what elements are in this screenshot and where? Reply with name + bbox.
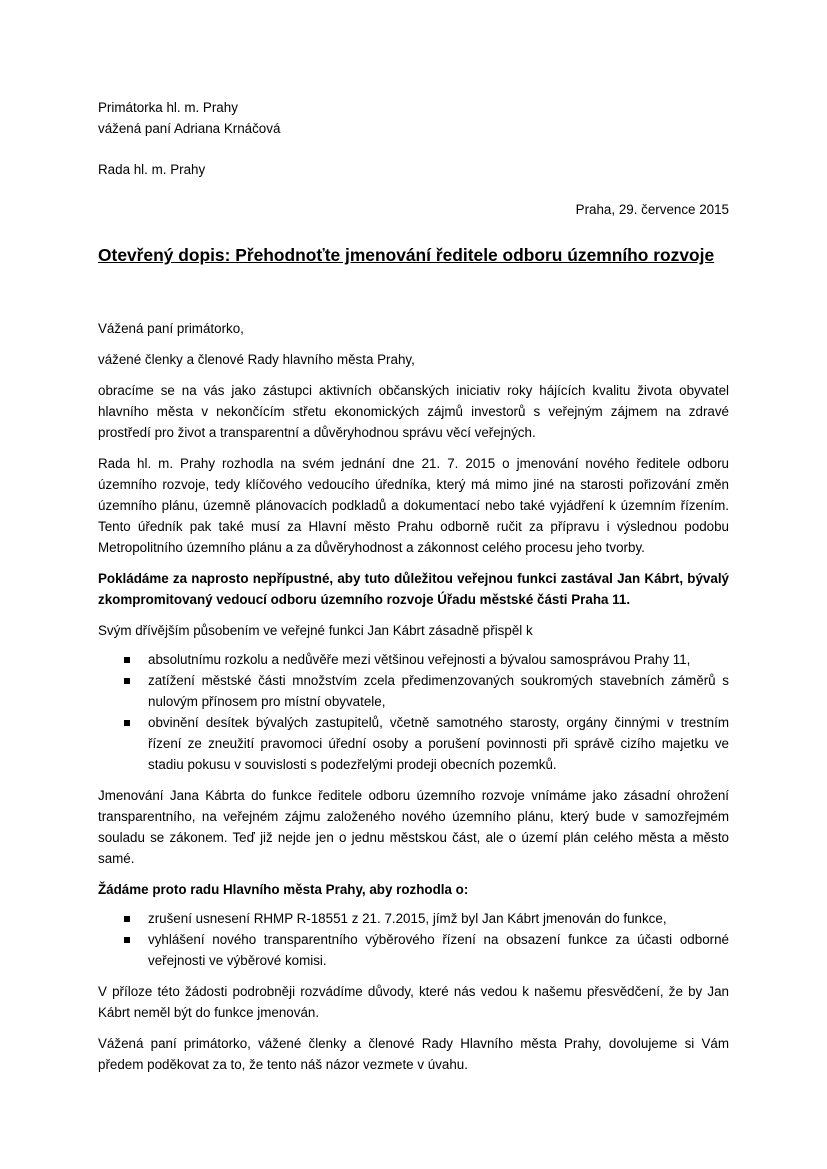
letter-date: Praha, 29. července 2015 — [575, 202, 729, 217]
paragraph-closing: Vážená paní primátorko, vážené členky a členové Rady Hlavního města Prahy, dovolujeme si Vám předem poděkovat za to, že tento náš názor vezmete v úvahu. — [98, 1036, 729, 1072]
recipient-line-1: Primátorka hl. m. Prahy — [98, 100, 238, 115]
paragraph-request-heading: Žádáme proto radu Hlavního města Prahy, aby rozhodla o: — [98, 882, 469, 897]
bullet-icon — [124, 916, 130, 922]
bullet-icon — [124, 678, 130, 684]
list-item — [98, 929, 729, 971]
list-item-text: absolutnímu rozkolu a nedůvěře mezi většinou veřejnosti a bývalou samosprávou Prahy 11, — [148, 652, 691, 667]
requests-list — [98, 908, 729, 971]
bullet-icon — [124, 657, 130, 663]
paragraph-threat: Jmenování Jana Kábrta do funkce ředitele odboru územního rozvoje vnímáme jako zásadní ohrožení transparentního, na veřejném zájmu založeného nového územního plánu, který bude v samozřejmém souladu se zákonem. Teď již nejde jen o jednu městskou část, ale o území plán celého města a město samé. — [98, 788, 729, 866]
paragraph-decision: Rada hl. m. Prahy rozhodla na svém jednání dne 21. 7. 2015 o jmenování nového ředitele odboru územního rozvoje, tedy klíčového vedoucího úředníka, který má mimo jiné na starosti pořizování změn územního plánu, územně plánovacích podkladů a dokumentací nebo také vyjádření k územním řízením. Tento úředník pak také musí za Hlavní město Prahu odborně ručit za přípravu i výslednou podobu Metropolitního územního plánu a za důvěryhodnost a zákonnost celého procesu jeho tvorby. — [98, 456, 729, 555]
list-item — [98, 908, 729, 929]
consequences-list — [98, 649, 729, 775]
recipient-line-2: vážená paní Adriana Krnáčová — [98, 121, 281, 136]
paragraph-attachment: V příloze této žádosti podrobněji rozvádíme důvody, které nás vedou k našemu přesvědčení, že by Jan Kábrt neměl být do funkce jmenován. — [98, 984, 729, 1020]
list-item — [98, 670, 729, 712]
list-item — [98, 649, 729, 670]
list-item-text: zatížení městské části množstvím zcela předimenzovaných soukromých stavebních záměrů s nulovým přínosem pro místní obyvatele, — [148, 673, 729, 709]
list-item — [98, 712, 729, 775]
bullet-icon — [124, 720, 130, 726]
list-item-text: obvinění desítek bývalých zastupitelů, včetně samotného starosty, orgány činnými v trestním řízení ze zneužití pravomoci úřední osoby a porušení povinnosti při správě cizího majetku ve stadiu pokusu v souvislosti s podezřelými prodeji obecních pozemků. — [148, 715, 729, 772]
letter-title: Otevřený dopis: Přehodnoťte jmenování ředitele odboru územního rozvoje — [98, 245, 715, 265]
paragraph-contribution: Svým dřívějším působením ve veřejné funkci Jan Kábrt zásadně přispěl k — [98, 623, 533, 638]
list-item-text: vyhlášení nového transparentního výběrového řízení na obsazení funkce za účasti odborné veřejnosti ve výběrové komisi. — [148, 932, 729, 968]
recipient-line-3: Rada hl. m. Prahy — [98, 162, 206, 177]
paragraph-intro: obracíme se na vás jako zástupci aktivních občanských iniciativ roky hájících kvalitu života obyvatel hlavního města v nekončícím střetu ekonomických zájmů investorů s veřejným zájmem na zdravé prostředí pro život a transparentní a důvěryhodnou správu věcí veřejných. — [98, 383, 729, 440]
salutation-primator: Vážená paní primátorko, — [98, 321, 244, 336]
bullet-icon — [124, 937, 130, 943]
list-item-text: zrušení usnesení RHMP R-18551 z 21. 7.2015, jímž byl Jan Kábrt jmenován do funkce, — [148, 911, 667, 926]
paragraph-objection: Pokládáme za naprosto nepřípustné, aby tuto důležitou veřejnou funkci zastával Jan Kábrt, bývalý zkompromitovaný vedoucí odboru územního rozvoje Úřadu městské části Praha 11. — [98, 571, 729, 607]
salutation-council: vážené členky a členové Rady hlavního města Prahy, — [98, 352, 415, 367]
